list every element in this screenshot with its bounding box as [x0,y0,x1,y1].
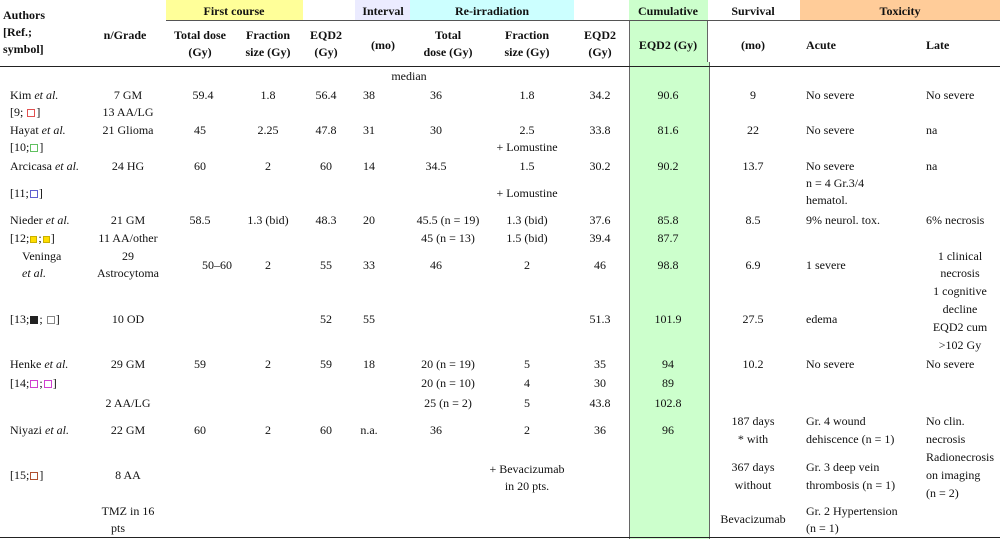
henke-n2: 2 AA/LG [105,396,151,410]
arcicasa-interval: 14 [363,159,375,173]
henke-fc-eqd2: 59 [320,357,332,371]
header-toxicity: Toxicity [879,4,921,18]
niyazi-survival-1: 187 days [731,414,775,428]
header-acute: Acute [806,38,836,52]
nieder-cum-2: 87.7 [657,231,679,245]
niyazi-acute-4: thrombosis (n = 1) [806,478,896,492]
header-top-rule [166,20,1000,21]
kim-late: No severe [926,88,975,102]
niyazi-n3a: TMZ in 16 [101,504,155,518]
arcicasa-fc-eqd2: 60 [320,159,332,173]
veninga-author: Veninga [22,249,62,263]
niyazi-n1: 22 GM [110,423,146,437]
nieder-ref: [12; ; ] [10,231,55,245]
hayat-late: na [926,123,938,137]
veninga-n2: 10 OD [111,312,145,326]
henke-cum-2: 89 [662,376,674,390]
arcicasa-late: na [926,159,938,173]
header-fc-total-dose-1: Total dose [174,28,226,42]
header-n-grade: n/Grade [103,28,147,42]
henke-ref: [14; ; ] [10,376,57,390]
header-bottom-rule [0,66,1000,67]
nieder-n2: 11 AA/other [98,231,158,245]
header-ri-eqd2-2: (Gy) [588,45,612,59]
kim-fc-frac: 1.8 [260,88,276,102]
kim-ref: [9; ] [10,105,41,119]
header-survival: Survival [731,4,775,18]
nieder-late: 6% necrosis [926,213,985,227]
hayat-n1: 21 Glioma [102,123,154,137]
nieder-survival: 8.5 [745,213,761,227]
magenta-small-square-icon [44,380,52,388]
niyazi-ref: [15; ] [10,468,44,482]
henke-ri-frac-2: 4 [524,376,530,390]
hayat-cum: 81.6 [657,123,679,137]
kim-n2: 13 AA/LG [102,105,154,119]
veninga-late-3: 1 cognitive [933,284,987,298]
header-ri-total-dose-2: dose (Gy) [423,45,473,59]
henke-fc-dose: 59 [194,357,206,371]
henke-survival: 10.2 [742,357,764,371]
henke-cum-3: 102.8 [654,396,682,410]
arcicasa-survival: 13.7 [742,159,764,173]
header-fc-fraction-2: size (Gy) [245,45,291,59]
veninga-ref: [13; ; ] [10,312,60,326]
niyazi-fc-frac: 2 [265,423,271,437]
veninga-fc-dose: 50–60 [202,258,232,272]
blue-square-icon [30,190,38,198]
hayat-author: Hayat et al. [10,123,66,137]
nieder-fc-eqd2: 48.3 [315,213,337,227]
hayat-ri-frac: 2.5 [519,123,535,137]
header-interval: Interval [362,4,404,18]
black-square-icon [30,316,38,324]
henke-author: Henke et al. [10,357,69,371]
niyazi-ri-dose: 36 [430,423,442,437]
veninga-interval-1: 33 [363,258,375,272]
arcicasa-acute-2: n = 4 Gr.3/4 [806,176,865,190]
nieder-ri-frac-2: 1.5 (bid) [506,231,548,245]
veninga-ri-dose: 46 [430,258,442,272]
veninga-late-2: necrosis [940,266,980,280]
niyazi-survival-5: Bevacizumab [720,512,786,526]
niyazi-late-4: on imaging [926,468,981,482]
henke-ri-eqd2-1: 35 [594,357,606,371]
niyazi-late-1: No clin. [926,414,965,428]
kim-survival: 9 [750,88,756,102]
header-survival-unit: (mo) [741,38,765,52]
header-fc-fraction-1: Fraction [246,28,290,42]
nieder-ri-dose-1: 45.5 (n = 19) [416,213,480,227]
niyazi-acute-5: Gr. 2 Hypertension [806,504,898,518]
arcicasa-ri-frac: 1.5 [519,159,535,173]
niyazi-ri-extra-2: in 20 pts. [504,479,550,493]
veninga-cum-2: 101.9 [654,312,682,326]
niyazi-author: Niyazi et al. [10,423,69,437]
hayat-ri-extra: + Lomustine [496,140,558,154]
table-bottom-rule [0,537,1000,538]
hayat-acute: No severe [806,123,855,137]
nieder-fc-frac: 1.3 (bid) [247,213,289,227]
henke-fc-frac: 2 [265,357,271,371]
header-ri-eqd2-1: EQD2 [583,28,617,42]
hayat-fc-dose: 45 [194,123,206,137]
niyazi-fc-eqd2: 60 [320,423,332,437]
veninga-n1b: Astrocytoma [97,266,159,280]
arcicasa-ri-extra: + Lomustine [496,186,558,200]
hayat-fc-eqd2: 47.8 [315,123,337,137]
henke-ri-frac-3: 5 [524,396,530,410]
header-cum-eqd2: EQD2 (Gy) [638,38,698,52]
kim-acute: No severe [806,88,855,102]
median-label: median [391,69,427,83]
veninga-cum-1: 98.8 [657,258,679,272]
nieder-fc-dose: 58.5 [189,213,211,227]
magenta-square-icon [30,380,38,388]
header-fc-total-dose-2: (Gy) [188,45,212,59]
henke-ri-dose-3: 25 (n = 2) [424,396,472,410]
header-cumulative: Cumulative [638,4,698,18]
header-authors-3: symbol] [3,42,44,56]
niyazi-n2: 8 AA [115,468,141,482]
henke-cum-1: 94 [662,357,674,371]
kim-interval: 38 [363,88,375,102]
veninga-n1a: 29 [122,249,134,263]
hayat-interval: 31 [363,123,375,137]
kim-fc-eqd2: 56.4 [315,88,337,102]
hayat-ri-eqd2: 33.8 [589,123,611,137]
veninga-fc-eqd2-2: 52 [320,312,332,326]
henke-ri-eqd2-2: 30 [594,376,606,390]
arcicasa-ri-dose: 34.5 [425,159,447,173]
veninga-fc-eqd2-1: 55 [320,258,332,272]
hayat-survival: 22 [747,123,759,137]
arcicasa-ri-eqd2: 30.2 [589,159,611,173]
niyazi-ri-frac: 2 [524,423,530,437]
niyazi-fc-dose: 60 [194,423,206,437]
niyazi-survival-2: * with [737,432,769,446]
header-first-course: First course [203,4,265,18]
header-ri-fraction-2: size (Gy) [504,45,550,59]
header-ri-fraction-1: Fraction [505,28,549,42]
header-interval-unit: (mo) [371,38,395,52]
henke-ri-dose-1: 20 (n = 19) [421,357,475,371]
nieder-acute: 9% neurol. tox. [806,213,880,227]
veninga-late-1: 1 clinical [937,249,983,263]
arcicasa-fc-frac: 2 [265,159,271,173]
henke-interval: 18 [363,357,375,371]
niyazi-late-2: necrosis [926,432,966,446]
header-fc-eqd2-1: EQD2 [309,28,343,42]
arcicasa-acute-3: hematol. [806,193,848,207]
nieder-cum-1: 85.8 [657,213,679,227]
nieder-n1: 21 GM [110,213,146,227]
nieder-ri-eqd2-2: 39.4 [589,231,611,245]
henke-ri-dose-2: 20 (n = 10) [421,376,475,390]
veninga-ri-frac: 2 [524,258,530,272]
veninga-survival-1: 6.9 [745,258,761,272]
niyazi-late-5: (n = 2) [926,486,959,500]
veninga-late-6: >102 Gy [938,338,982,352]
kim-author: Kim et al. [10,88,59,102]
niyazi-n3b: pts [110,521,126,535]
veninga-ri-eqd2-2: 51.3 [589,312,611,326]
kim-cum: 90.6 [657,88,679,102]
niyazi-survival-3: 367 days [731,460,775,474]
henke-n1: 29 GM [110,357,146,371]
arcicasa-n1: 24 HG [111,159,145,173]
henke-ri-eqd2-3: 43.8 [589,396,611,410]
veninga-late-5: EQD2 cum [932,320,988,334]
niyazi-acute-1: Gr. 4 wound [806,414,866,428]
arcicasa-author: Arcicasa et al. [10,159,79,173]
kim-fc-dose: 59.4 [192,88,214,102]
veninga-fc-frac: 2 [265,258,271,272]
veninga-interval-2: 55 [363,312,375,326]
header-reirradiation: Re-irradiation [455,4,529,18]
header-ri-total-dose-1: Total [434,28,462,42]
arcicasa-ref: [11; ] [10,186,43,200]
veninga-ri-eqd2-1: 46 [594,258,606,272]
henke-acute: No severe [806,357,855,371]
veninga-acute-1: 1 severe [806,258,846,272]
red-square-icon [27,109,35,117]
veninga-etal: et al. [22,266,46,280]
hayat-fc-frac: 2.25 [257,123,279,137]
niyazi-ri-eqd2: 36 [594,423,606,437]
kim-ri-eqd2: 34.2 [589,88,611,102]
arcicasa-acute-1: No severe [806,159,855,173]
arcicasa-cum: 90.2 [657,159,679,173]
veninga-late-4: decline [942,302,978,316]
arcicasa-fc-dose: 60 [194,159,206,173]
kim-ri-frac: 1.8 [519,88,535,102]
henke-ri-frac-1: 5 [524,357,530,371]
henke-late: No severe [926,357,975,371]
header-fc-eqd2-2: (Gy) [314,45,338,59]
nieder-author: Nieder et al. [10,213,70,227]
brown-square-icon [30,472,38,480]
nieder-interval: 20 [363,213,375,227]
header-authors-2: [Ref.; [3,25,32,39]
niyazi-ri-extra-1: + Bevacizumab [489,462,565,476]
niyazi-survival-4: without [734,478,772,492]
veninga-acute-2: edema [806,312,838,326]
header-authors-1: Authors [3,8,46,22]
nieder-ri-dose-2: 45 (n = 13) [421,231,475,245]
nieder-ri-frac-1: 1.3 (bid) [506,213,548,227]
niyazi-cum: 96 [662,423,674,437]
niyazi-late-3: Radionecrosis [926,450,994,464]
kim-ri-dose: 36 [430,88,442,102]
header-late: Late [926,38,950,52]
hayat-ri-dose: 30 [430,123,442,137]
hayat-ref: [10; ] [10,140,44,154]
niyazi-acute-2: dehiscence (n = 1) [806,432,895,446]
veninga-survival-2: 27.5 [742,312,764,326]
kim-n1: 7 GM [113,88,143,102]
niyazi-acute-6: (n = 1) [806,521,839,535]
niyazi-interval: n.a. [360,423,378,437]
yellow-square-icon [43,236,50,243]
white-square-icon [47,316,55,324]
yellow-circle-icon [30,236,37,243]
niyazi-acute-3: Gr. 3 deep vein [806,460,880,474]
green-square-icon [30,144,38,152]
nieder-ri-eqd2-1: 37.6 [589,213,611,227]
